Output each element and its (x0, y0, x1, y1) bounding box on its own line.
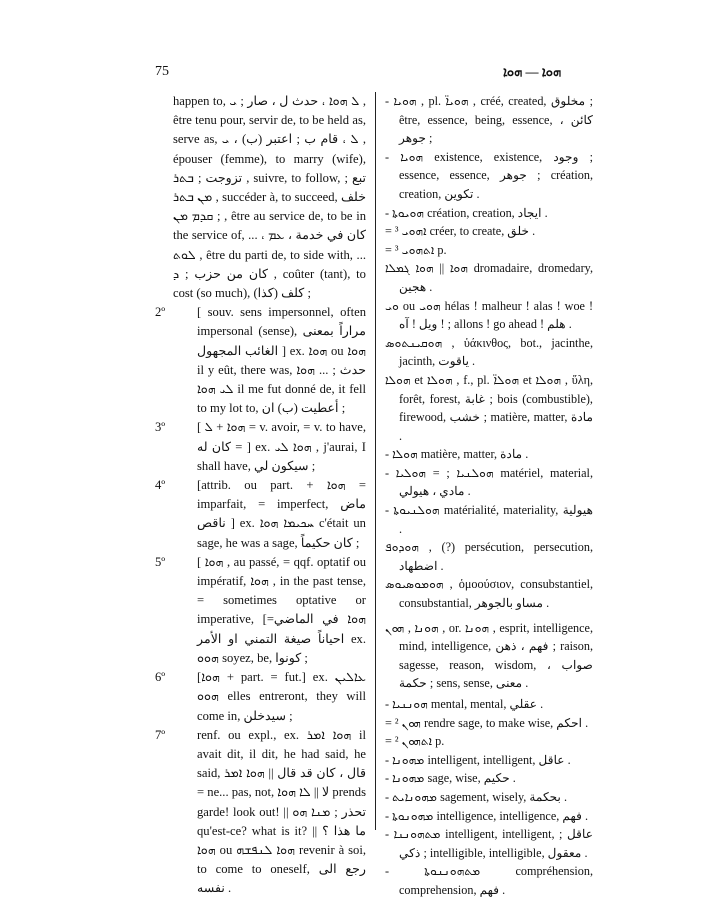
dictionary-entry: = ² ܐܬܗܘܢ p. (385, 734, 445, 749)
dictionary-entry: - ܡܬܗܘܢܢܘܬܐ compréhension, comprehension, فهم . (385, 864, 593, 897)
entry-text: [ souv. sens impersonnel, often impersonal (sense), مراراً بمعنى الغائب المجهول ] ex. ܗܘܐ ou ܗܘܐ il y eût, there was, حدث ; ... ܗܘܐ ܠܝ ܗܘܐ il me fut donné de, it fell to my lot to, أعطيت (ب) ان ; (197, 305, 367, 416)
right-column (385, 92, 593, 900)
dictionary-entry: - ܗܘܝܘܬܐ création, creation, ايجاد . (385, 205, 548, 220)
entry-number: 7º (155, 727, 166, 742)
dictionary-entry: ܗܘܐ || ܗܘܐ ܓܡܠܐ dromadaire, dromedary, هجين . (385, 261, 593, 294)
numbered-entry (155, 476, 366, 553)
dictionary-entry: ܘܝ ou ܗܘܝ hélas ! malheur ! alas ! woe ! ويل ! آه ! ; allons ! go ahead ! هلم . (385, 298, 593, 332)
dictionary-entry: - ܗܘܠܐ matière, matter, مادة . (385, 447, 529, 462)
entry-text: [ ܗܘܐ , au passé, = qqf. optatif ou impératif, ܗܘܐ , in the past tense, = sometimes optative or imperative, [ܗܘܐ في الماضي= احياناً صيغة التمني او الأمر ex. ܗܘܘ soyez, be, كونوا ; (197, 554, 367, 665)
entry-text: [ܗܘܐ + part. = fut.] ex. ܥܐܠܝܢ ܗܘܘ elles entreront, they will come in, سيدخلن ; (197, 670, 366, 723)
numbered-entry (155, 553, 367, 668)
entry-number: 3º (155, 420, 166, 435)
dictionary-entry: = ² ܗܘܢ rendre sage, to make wise, احكم . (385, 715, 589, 730)
dictionary-entry: = ³ ܐܬܗܘܝ p. (385, 242, 447, 257)
dictionary-entry: ܗܘܢܐ , ܗܘܢ , or. ܗܘܢܐ , esprit, intelligence, mind, intelligence, فهم ، ذهن ; raison, sagesse, reason, wisdom, صواب ، حكمة ; sens, sense, معنى . (385, 620, 594, 691)
numbered-entry (155, 726, 367, 899)
dictionary-entry: ܗܘܕܘܦ , (?) persécution, persecution, اضطهاد . (385, 540, 593, 573)
dictionary-entries (385, 92, 593, 900)
column-divider (375, 92, 376, 830)
dictionary-entry: - ܗܘܝܐ , pl. ܗܘܝܐ̈ , créé, created, مخلوق ; être, essence, being, essence, كائن ، جوهر ; (385, 94, 594, 146)
entry-text: [ ܗܘܐ + ܠ = v. avoir, = v. to have, كان له = ] ex. ܗܘܐ ܠܝ , j'aurai, I shall have, سيكون لي ; (197, 420, 366, 473)
dictionary-entry: ܗܘܡܘܣܝܘܣ , ὁμοούσιον, consubstantiel, consubstantial, مساو بالجوهر . (385, 577, 593, 611)
dictionary-entry: ܗܘܩܝܢܬܘܣ , ὑάκινθος, bot., jacinthe, jacinth, ياقوت . (385, 335, 593, 369)
entry-text: renf. ou expl., ex. ܗܘܐ ܐܡܪ il avait dit, il dit, he had said, he said, قال ، كان قد قال || ܗܘܐ ܐܡܪ = ne... pas, not, لا || ܠܐ ܗܘܐ prends garde! look out! || تحذر ; ܡܢܐ ܗܘ qu'est-ce? what is it? ما هذا ؟ || ܗܘܐ ou ܗܘܐ ܠܢܦܫܗ revenir à soi, to come to oneself, رجع الى نفسه . (197, 727, 367, 896)
dictionary-entry: - ܡܗܘܢܐܝܬ sagement, wisely, بحكمة . (385, 789, 568, 804)
entry-number: 2º (155, 305, 166, 320)
entry-text: [attrib. ou part. + ܗܘܐ = imparfait, = imperfect, ماض ناقص ] ex. ܚܟܝܡܐ ܗܘܐ c'était un sage, he was a sage, كان حكيماً ; (197, 478, 366, 550)
left-column (155, 92, 367, 899)
dictionary-entry: - ܗܘܝܐ existence, existence, وجود ; essence, essence, جوهر ; création, creation, تكوين . (385, 149, 594, 201)
dictionary-entry: - ܡܗܘܢܐ sage, wise, حكيم . (385, 771, 516, 786)
entry-number: 5º (155, 554, 166, 569)
numbered-entry (155, 303, 367, 418)
numbered-entries (155, 303, 367, 898)
entry-number: 4º (155, 478, 166, 493)
continued-entry: happen to, ܠ ܗܘܐ ، حدث ل ، صار ; ܝ , être tenu pour, servir de, to be held as, serve as, ܠ ، قام ب ; اعتبر (ب) ، ܝ , épouser (femme), to marry (wife), تزوجت ; ܒܬܪ , suivre, to follow, تبع ; ܡܢ ܒܬܪ , succéder à, to succeed, خلف ; ܩܕܡ ܡܢ , être au service de, to be in the service of, ... كان في خدمة ، ܥܡ ، ܠܘܬ , être du parti de, to side with, ... كان من حزب ; ܕ , coûter (tant), to cost (so much), كلف (كذا) ; (173, 94, 367, 301)
page-number: 75 (155, 64, 169, 79)
running-head: ܗܘܐ — ܗܘܐ (503, 64, 562, 79)
numbered-entry (155, 668, 366, 726)
dictionary-entry: - ܗܘܢܢܝܐ mental, mental, عقلي . (385, 697, 544, 711)
entry-number: 6º (155, 670, 166, 685)
dictionary-entry: - ܗܘܠܢܝܐ ; = ܗܘܠܝܐ matériel, material, مادي ، هيولي . (385, 465, 593, 499)
dictionary-entry: - ܡܬܗܘܢܢܐ intelligent, intelligent, عاقل ; ذكي ; intelligible, intelligible, معقول . (385, 827, 593, 860)
dictionary-entry: - ܡܗܘܢܘܬܐ intelligence, intelligence, فهم . (385, 808, 588, 823)
dictionary-entry: - ܡܗܘܢܐ intelligent, intelligent, عاقل . (385, 752, 571, 767)
numbered-entry (155, 418, 366, 476)
dictionary-entry: ܗܘܠܐ et ܗܘܠܐ , f., pl. ܗܘܠܐ̈ et ܗܘܠܐ , ὕλη, forêt, forest, غابة ; bois (combustible), firewood, خشب ; matière, matter, مادة . (385, 372, 594, 443)
dictionary-entry: - ܗܘܠܢܝܘܬܐ matérialité, materiality, هيولية . (385, 503, 594, 536)
dictionary-entry: = ³ ܐܗܘܝ créer, to create, خلق . (385, 224, 536, 239)
